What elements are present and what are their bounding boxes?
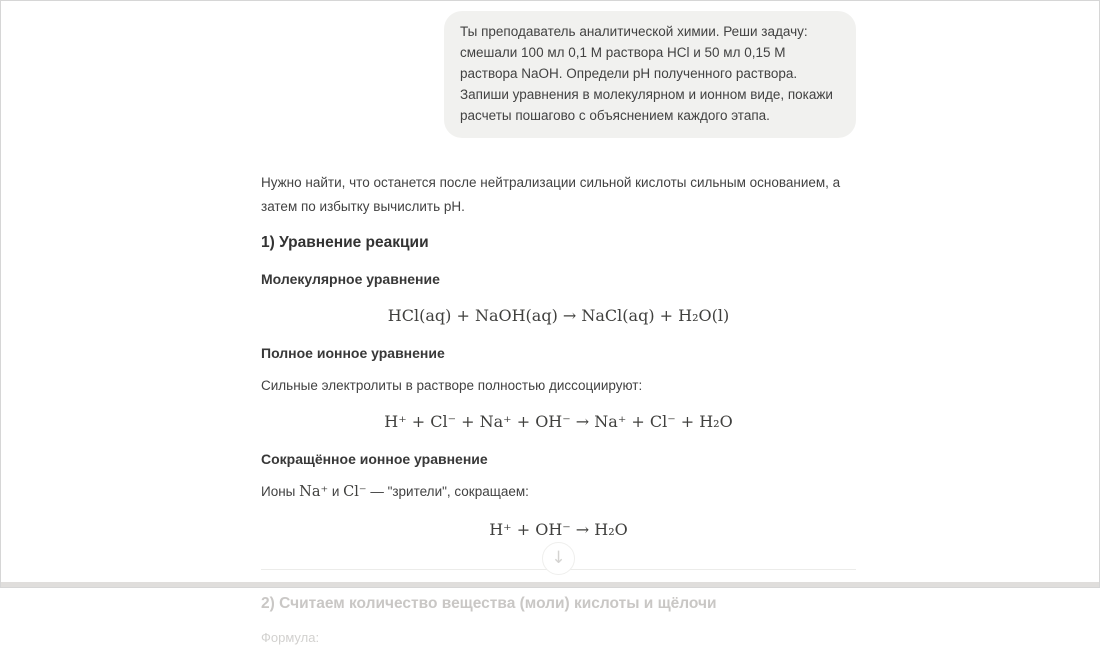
net-ionic-equation: H⁺ + OH⁻ → H₂O <box>489 520 628 540</box>
user-message-row <box>261 11 856 138</box>
full-ionic-note: Сильные электролиты в растворе полностью диссоциируют: <box>261 377 643 393</box>
net-ionic-note <box>261 481 856 504</box>
section-2-heading: 2) Считаем количество вещества (моли) кислоты и щёлочи <box>261 595 717 613</box>
section-1-heading: 1) Уравнение реакции <box>261 234 429 252</box>
net-ionic-note-prefix: Ионы <box>261 483 300 499</box>
net-ionic-note-suffix: — "зрители", сокращаем: <box>366 483 529 499</box>
user-message-bubble: Ты преподаватель аналитической химии. Реши задачу: смешали 100 мл 0,1 М раствора HCl и 50 мл 0,15 М раствора NaOH. Определи pH полученного раствора. Запиши уравнения в молекулярном и ионном виде, покажи расчеты пошагово с объяснением каждого этапа. <box>444 11 856 138</box>
net-ionic-equation-heading: Сокращённое ионное уравнение <box>261 450 488 467</box>
full-ionic-equation-heading: Полное ионное уравнение <box>261 344 445 361</box>
spectator-ion-cl: Cl⁻ <box>343 483 367 500</box>
composer-top-edge <box>1 582 1099 587</box>
formula-label: Формула: <box>261 629 320 645</box>
net-ionic-note-mid: и <box>328 483 344 499</box>
arrow-down-icon: ↓ <box>551 548 566 568</box>
scroll-to-bottom-button[interactable] <box>542 542 575 575</box>
molecular-equation: HCl(aq) + NaOH(aq) → NaCl(aq) + H₂O(l) <box>387 306 730 326</box>
molecular-equation-heading: Молекулярное уравнение <box>261 271 440 288</box>
full-ionic-equation: H⁺ + Cl⁻ + Na⁺ + OH⁻ → Na⁺ + Cl⁻ + H₂O <box>384 412 733 432</box>
assistant-intro-paragraph: Нужно найти, что останется после нейтрализации сильной кислоты сильным основанием, а затем по избытку вычислить pH. <box>261 174 841 214</box>
spectator-ion-na: Na⁺ <box>299 483 329 500</box>
